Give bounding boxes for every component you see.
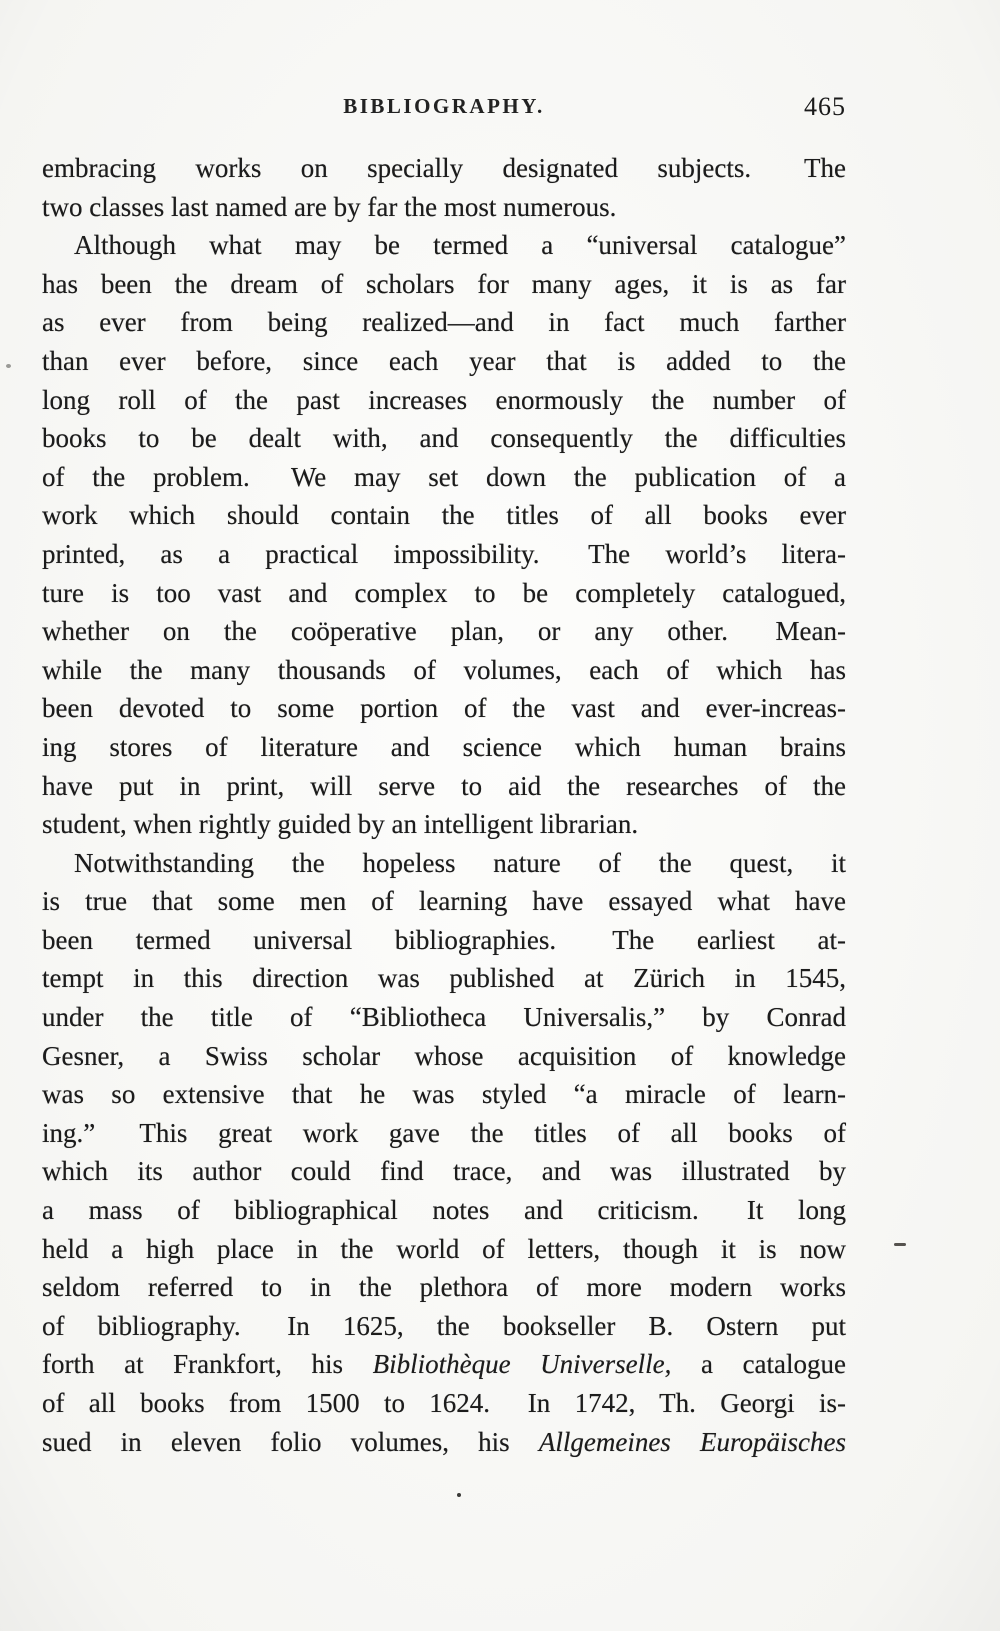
text-segment: embracing works on specially designated subjects. The — [42, 153, 846, 183]
printers-dot — [457, 1493, 461, 1497]
text-line — [42, 651, 846, 690]
text-segment: forth at Frankfort, his — [42, 1349, 373, 1380]
text-segment: whether on the coöperative plan, or any other. Mean- — [42, 616, 846, 647]
text-line — [42, 381, 846, 420]
text-line — [42, 1075, 846, 1114]
text-line — [42, 265, 846, 304]
text-line — [42, 689, 846, 728]
text-segment: seldom referred to in the plethora of more modern works — [42, 1272, 846, 1303]
text-segment: books to be dealt with, and consequently the difficulties — [42, 423, 846, 454]
text-segment: than ever before, since each year that is added to the — [42, 345, 846, 376]
text-line — [42, 149, 846, 188]
text-segment: has been the dream of scholars for many ages, it is as far — [42, 268, 846, 299]
text-line — [42, 574, 846, 613]
text-segment: was so extensive that he was styled “a miracle of learn- — [42, 1079, 846, 1110]
text-segment: printed, as a practical impossibility. The world’s litera- — [42, 538, 846, 569]
text-segment: a catalogue — [671, 1349, 847, 1380]
text-segment: been termed universal bibliographies. The earliest at- — [42, 924, 846, 955]
text-line — [42, 1230, 846, 1269]
text-segment: of bibliography. In 1625, the bookseller B. Ostern put — [42, 1310, 846, 1341]
page-body — [42, 149, 846, 1461]
text-segment: student, when rightly guided by an intelligent librarian. — [42, 809, 639, 840]
text-segment: have put in print, will serve to aid the researches of the — [42, 770, 846, 801]
text-segment: held a high place in the world of letters, though it is now — [42, 1233, 846, 1264]
text-line — [42, 805, 846, 844]
text-segment: work which should contain the titles of all books ever — [42, 500, 846, 531]
text-line — [42, 1268, 846, 1307]
text-line — [42, 959, 846, 998]
text-segment: Gesner, a Swiss scholar whose acquisition of knowledge — [42, 1040, 846, 1071]
text-segment: ture is too vast and complex to be completely catalogued, — [42, 577, 846, 608]
text-line — [42, 496, 846, 535]
text-segment: Notwithstanding the hopeless nature of the quest, it — [74, 847, 846, 878]
italic-text: Allgemeines Europäisches — [538, 1426, 846, 1457]
text-segment: ing stores of literature and science which human brains — [42, 731, 846, 762]
text-line — [42, 226, 846, 265]
text-line — [42, 1423, 846, 1462]
italic-text: Bibliothèque Universelle, — [372, 1349, 672, 1380]
text-line — [42, 767, 846, 806]
text-segment: two classes last named are by far the most numerous. — [42, 191, 617, 222]
text-segment: is true that some men of learning have essayed what have — [42, 886, 846, 917]
page-header — [42, 94, 846, 126]
text-line — [42, 844, 846, 883]
text-segment: which its author could find trace, and was illustrated by — [42, 1156, 846, 1187]
text-segment: under the title of “Bibliotheca Universalis,” by Conrad — [42, 1002, 846, 1033]
text-segment: tempt in this direction was published at Zürich in 1545, — [42, 963, 846, 994]
text-line — [42, 1307, 846, 1346]
text-line — [42, 303, 846, 342]
text-segment: Although what may be termed a “universal catalogue” — [74, 230, 846, 261]
text-line — [42, 1037, 846, 1076]
scan-speck — [6, 364, 11, 368]
text-segment: of the problem. We may set down the publication of a — [42, 461, 846, 492]
text-line — [42, 535, 846, 574]
text-line — [42, 1191, 846, 1230]
text-segment: of all books from 1500 to 1624. In 1742, Th. Georgi is- — [42, 1388, 846, 1418]
text-segment: as ever from being realized—and in fact much farther — [42, 307, 846, 338]
text-line — [42, 342, 846, 381]
running-title: BIBLIOGRAPHY. — [343, 94, 545, 118]
text-segment: ing.” This great work gave the titles of all books of — [42, 1117, 846, 1148]
page-number: 465 — [804, 92, 846, 121]
text-segment: while the many thousands of volumes, each of which has — [42, 654, 846, 685]
text-line — [42, 1152, 846, 1191]
text-line — [42, 998, 846, 1037]
text-line — [42, 612, 846, 651]
text-line — [42, 419, 846, 458]
text-line — [42, 1114, 846, 1153]
text-segment: long roll of the past increases enormously the number of — [42, 384, 846, 415]
text-line — [42, 921, 846, 960]
text-line — [42, 188, 846, 227]
text-line — [42, 1345, 846, 1384]
text-segment: sued in eleven folio volumes, his — [42, 1426, 539, 1457]
scan-mark — [894, 1243, 906, 1246]
text-segment: a mass of bibliographical notes and criticism. It long — [42, 1195, 846, 1226]
text-line — [42, 728, 846, 767]
text-line — [42, 882, 846, 921]
text-line — [42, 458, 846, 497]
text-line — [42, 1384, 846, 1423]
text-segment: been devoted to some portion of the vast and ever-increas- — [42, 693, 846, 724]
